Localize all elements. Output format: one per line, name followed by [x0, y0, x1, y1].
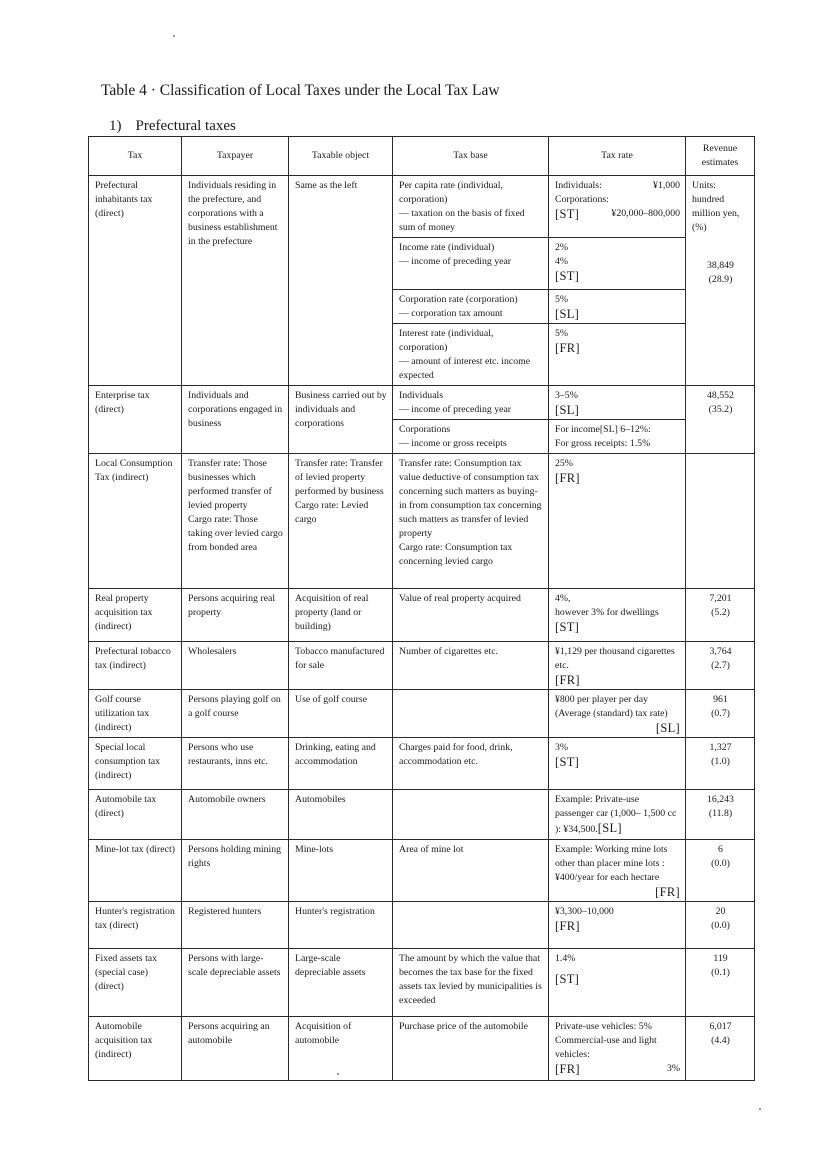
cell-revenue [686, 949, 755, 1017]
cell-revenue [686, 589, 755, 642]
header-revenue-line2: estimates [701, 157, 739, 168]
cell-revenue [686, 1017, 755, 1081]
cell-revenue [686, 176, 755, 386]
cell-tax-base [393, 386, 549, 420]
cell-tax-rate [549, 386, 686, 420]
rate-line: ¥3,300–10,000 [555, 906, 614, 917]
cell-taxpayer: Persons acquiring real property [182, 589, 289, 642]
cell-tax-rate [549, 176, 686, 238]
rate-tag: [SL] [555, 307, 580, 321]
rate-line: Individuals: [555, 180, 602, 191]
cell-taxpayer [182, 454, 289, 589]
rate-line: ¥800 per player per day (Average (standard) tax rate) [555, 694, 668, 719]
revenue-value: 48,552 [707, 390, 734, 401]
cell-tax-base [393, 176, 549, 238]
rate-line: For gross receipts: 1.5% [555, 438, 651, 449]
cell-revenue [686, 386, 755, 454]
revenue-value: 16,243 [707, 794, 734, 805]
cell-taxable-object: Drinking, eating and accommodation [289, 738, 393, 790]
table-row [89, 589, 755, 642]
scan-speck [337, 1073, 339, 1075]
header-tax: Tax [89, 137, 182, 176]
revenue-percent: (0.0) [711, 920, 730, 931]
cell-tax-base: Value of real property acquired [393, 589, 549, 642]
cell-tax-rate [549, 454, 686, 589]
rate-line: 4%, [555, 593, 571, 604]
header-taxpayer: Taxpayer [182, 137, 289, 176]
taxpayer-line: Transfer rate: Those businesses which performed transfer of levied property [188, 458, 272, 511]
base-line: — income of preceding year [399, 256, 512, 267]
revenue-percent: (28.9) [708, 274, 733, 285]
cell-taxable-object [289, 454, 393, 589]
rate-line: 3% [666, 1063, 680, 1074]
cell-taxpayer: Wholesalers [182, 642, 289, 690]
cell-tax-rate [549, 589, 686, 642]
base-line: Corporation rate (corporation) [399, 294, 518, 305]
rate-line: For income[SL] 6–12%: [555, 424, 651, 435]
revenue-percent: (35.2) [708, 404, 733, 415]
section-heading [109, 118, 236, 135]
revenue-value: 7,201 [709, 593, 732, 604]
base-line: Income rate (individual) [399, 242, 495, 253]
header-revenue-line1: Revenue [702, 143, 738, 154]
cell-revenue [686, 790, 755, 840]
cell-tax-rate [549, 1017, 686, 1081]
table-title: Table 4 · Classification of Local Taxes under the Local Tax Law [101, 82, 500, 99]
rate-tag: [ST] [555, 972, 580, 986]
revenue-percent: (0.1) [711, 967, 730, 978]
table-row [89, 902, 755, 949]
cell-revenue [686, 642, 755, 690]
base-line: — corporation tax amount [399, 308, 503, 319]
cell-tax-rate [549, 324, 686, 386]
cell-tax: Fixed assets tax (special case) (direct) [89, 949, 182, 1017]
cell-tax-rate [549, 840, 686, 902]
scan-speck [173, 35, 175, 37]
cell-revenue [686, 902, 755, 949]
cell-tax: Hunter's registration tax (direct) [89, 902, 182, 949]
table-row [89, 386, 755, 420]
cell-tax-base [393, 290, 549, 324]
cell-tax-base: Charges paid for food, drink, accommodation etc. [393, 738, 549, 790]
cell-revenue [686, 454, 755, 589]
cell-tax: Real property acquisition tax (indirect) [89, 589, 182, 642]
cell-tax-base: Purchase price of the automobile [393, 1017, 549, 1081]
cell-tax: Automobile acquisition tax (indirect) [89, 1017, 182, 1081]
cell-tax-rate [549, 420, 686, 454]
rate-line: 5% [555, 328, 569, 339]
cell-taxpayer: Persons holding mining rights [182, 840, 289, 902]
rate-line: 25% [555, 458, 573, 469]
rate-line: ¥20,000–800,000 [611, 208, 680, 219]
base-line: Interest rate (individual, corporation) [399, 328, 494, 353]
revenue-value: 3,764 [709, 646, 732, 657]
cell-taxpayer: Persons with large-scale depreciable assets [182, 949, 289, 1017]
table-row [89, 642, 755, 690]
table-row [89, 454, 755, 589]
rate-tag: [FR] [655, 885, 680, 899]
tax-table [88, 136, 755, 1081]
cell-tax-base [393, 454, 549, 589]
rate-tag: [FR] [555, 471, 580, 485]
cell-tax-base: Area of mine lot [393, 840, 549, 902]
table-row [89, 738, 755, 790]
cell-revenue [686, 840, 755, 902]
cell-taxpayer: Individuals and corporations engaged in business [182, 386, 289, 454]
scan-speck [759, 1108, 761, 1110]
revenue-value: 38,849 [707, 260, 734, 271]
base-line: — income or gross receipts [399, 438, 507, 449]
base-line: Per capita rate (individual, corporation) [399, 180, 503, 205]
revenue-value: 6,017 [709, 1021, 732, 1032]
header-tax-rate: Tax rate [549, 137, 686, 176]
rate-line: Example: Private-use passenger car (1,000– 1,500 cc ): ¥34,500. [555, 794, 677, 835]
cell-taxable-object: Same as the left [289, 176, 393, 386]
cell-taxpayer: Persons playing golf on a golf course [182, 690, 289, 738]
table-row [89, 1017, 755, 1081]
base-line: Cargo rate: Consumption tax concerning levied cargo [399, 542, 513, 567]
taxpayer-line: Cargo rate: Those taking over levied cargo from bonded area [188, 514, 283, 553]
cell-tax-base [393, 790, 549, 840]
revenue-percent: (5.2) [711, 607, 730, 618]
cell-tax-rate [549, 642, 686, 690]
cell-taxable-object: Hunter's registration [289, 902, 393, 949]
revenue-units: Units: hundred million yen, (%) [692, 180, 740, 233]
cell-tax-rate [549, 738, 686, 790]
table-row [89, 949, 755, 1017]
cell-tax: Golf course utilization tax (indirect) [89, 690, 182, 738]
base-line: — amount of interest etc. income expected [399, 356, 531, 381]
base-line: — taxation on the basis of fixed sum of money [399, 208, 525, 233]
cell-taxable-object: Mine-lots [289, 840, 393, 902]
revenue-value: 1,327 [709, 742, 732, 753]
revenue-value: 6 [718, 844, 723, 855]
cell-taxable-object: Acquisition of automobile [289, 1017, 393, 1081]
cell-taxpayer: Automobile owners [182, 790, 289, 840]
revenue-percent: (4.4) [711, 1035, 730, 1046]
cell-taxpayer: Individuals residing in the prefecture, and corporations with a business establishment in the prefecture [182, 176, 289, 386]
cell-taxable-object: Acquisition of real property (land or building) [289, 589, 393, 642]
cell-tax: Prefectural inhabitants tax (direct) [89, 176, 182, 386]
cell-taxpayer: Persons acquiring an automobile [182, 1017, 289, 1081]
object-line: Transfer rate: Transfer of levied property performed by business [295, 458, 384, 497]
revenue-value: 119 [713, 953, 728, 964]
rate-tag: [FR] [555, 919, 580, 933]
rate-tag: [SL] [597, 821, 622, 835]
revenue-value: 20 [715, 906, 726, 917]
header-revenue [686, 137, 755, 176]
base-line: Corporations [399, 424, 451, 435]
table-row [89, 840, 755, 902]
cell-tax-base [393, 902, 549, 949]
cell-taxable-object: Business carried out by individuals and corporations [289, 386, 393, 454]
cell-revenue [686, 738, 755, 790]
rate-line: ¥1,129 per thousand cigarettes etc. [555, 646, 675, 671]
rate-line: 4% [555, 256, 569, 267]
revenue-percent: (0.0) [711, 858, 730, 869]
rate-tag: [ST] [555, 620, 580, 634]
table-row [89, 176, 755, 238]
revenue-percent: (0.7) [711, 708, 730, 719]
cell-taxpayer: Persons who use restaurants, inns etc. [182, 738, 289, 790]
base-line: — income of preceding year [399, 404, 512, 415]
cell-revenue [686, 690, 755, 738]
table-header-row [89, 137, 755, 176]
cell-tax: Enterprise tax (direct) [89, 386, 182, 454]
header-tax-base: Tax base [393, 137, 549, 176]
rate-tag: [SL] [655, 721, 680, 735]
rate-tag: [FR] [555, 673, 580, 687]
rate-tag: [ST] [555, 269, 580, 283]
cell-tax-rate [549, 238, 686, 290]
cell-tax-base [393, 420, 549, 454]
rate-line: ¥1,000 [653, 180, 680, 191]
cell-taxpayer: Registered hunters [182, 902, 289, 949]
rate-line: 2% [555, 242, 569, 253]
section-number: 1) [109, 118, 122, 134]
revenue-value: 961 [713, 694, 728, 705]
revenue-percent: (2.7) [711, 660, 730, 671]
rate-line: 5% [555, 294, 569, 305]
rate-line: 1.4% [555, 953, 576, 964]
rate-line: Example: Working mine lots other than placer mine lots : ¥400/year for each hectare [555, 844, 668, 883]
base-line: Transfer rate: Consumption tax value deductive of consumption tax concerning such matters as buying-in from consumption tax concerning such matters as transfer of levied property [399, 458, 542, 539]
cell-tax-rate [549, 902, 686, 949]
table-row [89, 790, 755, 840]
rate-line: however 3% for dwellings [555, 607, 659, 618]
table-row [89, 690, 755, 738]
cell-tax-rate [549, 690, 686, 738]
cell-tax-base [393, 238, 549, 290]
cell-tax-rate [549, 290, 686, 324]
rate-line: Commercial-use and light vehicles: [555, 1035, 657, 1060]
cell-tax: Prefectural tobacco tax (indirect) [89, 642, 182, 690]
rate-line: Corporations: [555, 194, 609, 205]
cell-taxable-object: Use of golf course [289, 690, 393, 738]
cell-taxable-object: Automobiles [289, 790, 393, 840]
rate-tag: [SL] [555, 403, 580, 417]
cell-tax-rate [549, 949, 686, 1017]
rate-tag: [ST] [555, 755, 580, 769]
cell-tax: Automobile tax (direct) [89, 790, 182, 840]
rate-tag: [FR] [555, 341, 580, 355]
cell-tax: Special local consumption tax (indirect) [89, 738, 182, 790]
object-line: Cargo rate: Levied cargo [295, 500, 369, 525]
cell-taxable-object: Tobacco manufactured for sale [289, 642, 393, 690]
revenue-percent: (11.8) [708, 808, 733, 819]
rate-line: 3–5% [555, 390, 578, 401]
cell-tax-base: The amount by which the value that becomes the tax base for the fixed assets tax levied by municipalities is exceeded [393, 949, 549, 1017]
cell-tax: Local Consumption Tax (indirect) [89, 454, 182, 589]
cell-tax-base [393, 690, 549, 738]
cell-tax-rate [549, 790, 686, 840]
rate-line: 3% [555, 742, 569, 753]
cell-taxable-object: Large-scale depreciable assets [289, 949, 393, 1017]
rate-tag: [FR] [555, 1062, 580, 1076]
rate-line: Private-use vehicles: 5% [555, 1021, 652, 1032]
base-line: Individuals [399, 390, 444, 401]
section-label: Prefectural taxes [135, 118, 236, 134]
revenue-percent: (1.0) [711, 756, 730, 767]
cell-tax-base [393, 324, 549, 386]
header-taxable-object: Taxable object [289, 137, 393, 176]
cell-tax: Mine-lot tax (direct) [89, 840, 182, 902]
rate-tag: [ST] [555, 207, 580, 221]
cell-tax-base: Number of cigarettes etc. [393, 642, 549, 690]
